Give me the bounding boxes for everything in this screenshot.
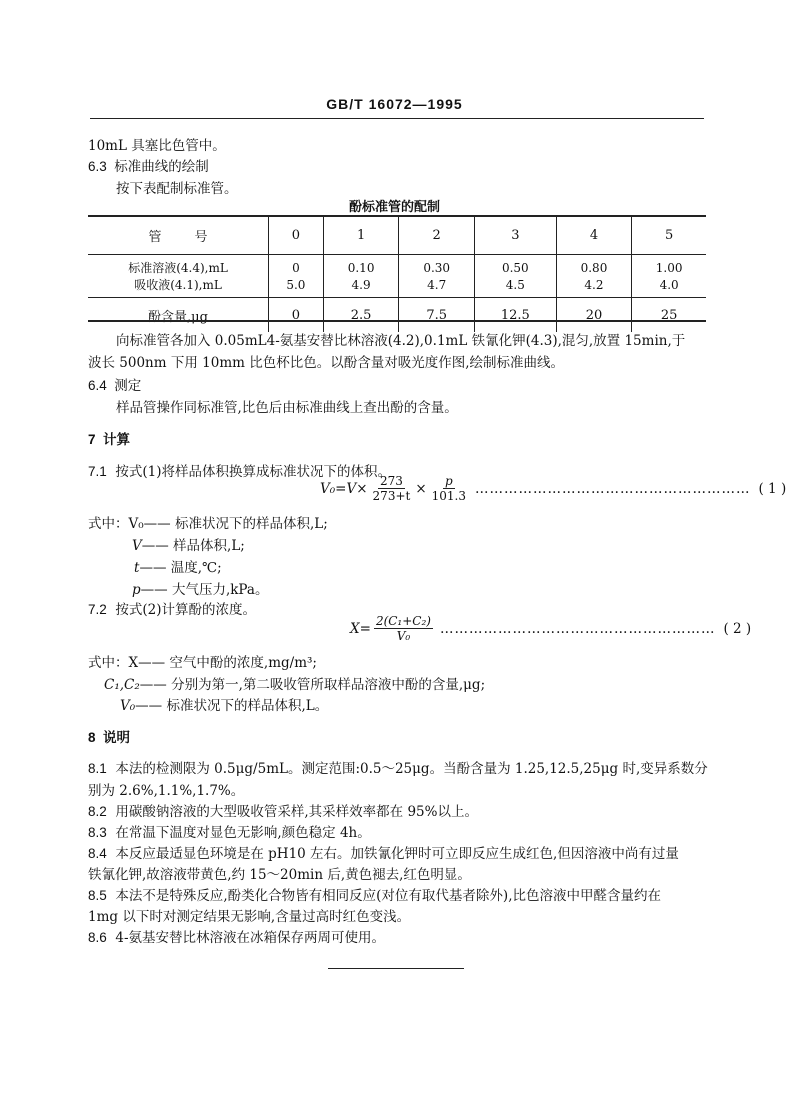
times-sign: × [415, 480, 427, 497]
table-title: 酚标准管的配制 [348, 200, 440, 215]
section-6-3-paragraph-line-1: 向标准管各加入 0.05mL4-氨基安替比林溶液(4.2),0.1mL 铁氰化钾(4.3),混匀,放置 15min,于 [116, 333, 686, 349]
note-text: 4-氨基安替比林溶液在冰箱保存两周可使用。 [115, 930, 386, 946]
where-symbol: 式中：V₀ [88, 516, 144, 532]
where-symbol: 式中：X [88, 655, 139, 671]
table-cell: 0 [269, 216, 324, 255]
note-8-3 [88, 821, 371, 841]
table-cell: 1.00 [632, 255, 706, 277]
table-cell: 0.50 [474, 255, 556, 277]
table-cell: 4.5 [474, 276, 556, 298]
continuation-text: 10mL 具塞比色管中。 [88, 138, 226, 154]
where-description: —— 标准状况下的样品体积,L。 [135, 698, 329, 714]
page-header: GB/T 16072—1995 [326, 96, 463, 112]
table-cell: 7.5 [399, 298, 475, 333]
where-item [104, 673, 485, 693]
note-text: 用碳酸钠溶液的大型吸收管采样,其采样效率都在 95%以上。 [115, 804, 478, 820]
fraction [374, 614, 433, 643]
section-number: 6.4 [88, 378, 107, 393]
note-8-4-line-1 [88, 842, 679, 862]
table-header-label: 管 号 [88, 216, 269, 255]
table-cell: 4.2 [556, 276, 632, 298]
table-cell: 5.0 [269, 276, 324, 298]
section-title: 测定 [114, 378, 142, 393]
section-title: 标准曲线的绘制 [114, 159, 209, 174]
where-symbol: V [132, 538, 142, 554]
note-text: 本法的检测限为 0.5μg/5mL。测定范围:0.5～25μg。当酚含量为 1.25,12.5,25μg 时,变异系数分 [115, 761, 708, 777]
fraction-denominator: V₀ [396, 629, 411, 643]
where-description: —— 分别为第一,第二吸收管所取样品溶液中酚的含量,μg; [139, 677, 486, 693]
note-8-6 [88, 926, 385, 946]
note-number: 8.1 [88, 761, 107, 776]
section-number: 7 [88, 432, 96, 447]
end-rule [328, 968, 464, 969]
where-description: —— 样品体积,L; [141, 538, 245, 554]
note-8-5-line-2: 1mg 以下时对测定结果无影响,含量过高时红色变浅。 [88, 909, 411, 925]
table-cell: 0.80 [556, 255, 632, 277]
where-item [134, 556, 222, 576]
formula-lhs: V₀=V× [320, 480, 368, 497]
fraction [371, 474, 413, 503]
note-8-5-line-1 [88, 884, 661, 904]
header-rule [90, 118, 704, 119]
note-8-1-line-1 [88, 757, 708, 777]
section-number: 6.3 [88, 159, 107, 174]
table-cell: 4.9 [323, 276, 399, 298]
row-label: 吸收液(4.1),mL [88, 276, 269, 298]
note-number: 8.2 [88, 804, 107, 819]
note-text: 在常温下温度对显色无影响,颜色稳定 4h。 [115, 825, 371, 841]
section-6-3-paragraph-line-2: 波长 500nm 下用 10mm 比色杯比色。以酚含量对吸光度作图,绘制标准曲线。 [88, 355, 564, 371]
where-symbol: p [132, 582, 141, 598]
fraction-denominator: 101.3 [431, 489, 466, 503]
section-8-heading [88, 726, 130, 746]
table-cell: 4.0 [632, 276, 706, 298]
where-item [132, 534, 245, 554]
table-cell: 0 [269, 255, 324, 277]
table-header-row [88, 216, 706, 255]
note-number: 8.4 [88, 846, 107, 861]
equation-number: ( 1 ) [758, 480, 787, 497]
note-number: 8.3 [88, 825, 107, 840]
table-cell: 0.30 [399, 255, 475, 277]
table-cell: 20 [556, 298, 632, 333]
table-cell: 2 [399, 216, 475, 255]
where-description: —— 标准状况下的样品体积,L; [143, 516, 328, 532]
section-number: 7.1 [88, 464, 107, 479]
section-6-4-heading [88, 374, 141, 394]
table-cell: 3 [474, 216, 556, 255]
table-cell: 0.10 [323, 255, 399, 277]
formula-1 [320, 474, 787, 503]
equation-number: ( 2 ) [723, 620, 752, 637]
table-cell: 0 [269, 298, 324, 333]
fraction-numerator: p [444, 474, 453, 488]
table-cell: 5 [632, 216, 706, 255]
section-number: 7.2 [88, 602, 107, 617]
table-cell: 25 [632, 298, 706, 333]
table-row [88, 276, 706, 298]
leader-dots: ………………………………………………… [475, 480, 751, 497]
table-cell: 4.7 [399, 276, 475, 298]
where-item [132, 578, 268, 598]
table-cell: 12.5 [474, 298, 556, 333]
table-cell: 1 [323, 216, 399, 255]
formula-lhs: X= [350, 620, 371, 637]
section-6-3-heading [88, 155, 209, 175]
note-number: 8.5 [88, 888, 107, 903]
section-title: 计算 [103, 432, 131, 447]
table-row [88, 298, 706, 333]
leader-dots: ………………………………………………… [439, 620, 716, 637]
where-symbol: V₀ [120, 698, 136, 714]
table-cell: 4 [556, 216, 632, 255]
where-description: —— 空气中酚的浓度,mg/m³; [138, 655, 317, 671]
where-symbol: t [134, 560, 140, 576]
section-text: 按式(2)计算酚的浓度。 [115, 602, 256, 618]
note-8-2 [88, 800, 478, 820]
where-item [88, 651, 317, 671]
where-item [120, 694, 328, 714]
fraction-denominator: 273+t [372, 489, 411, 503]
fraction-numerator: 273 [379, 474, 403, 488]
row-label: 酚含量,μg [148, 309, 208, 325]
fraction-numerator: 2(C₁+C₂) [375, 614, 431, 628]
section-6-4-text: 样品管操作同标准管,比色后由标准曲线上查出酚的含量。 [116, 400, 458, 416]
section-6-3-intro: 按下表配制标准管。 [116, 181, 238, 197]
section-title: 说明 [103, 730, 131, 745]
note-number: 8.6 [88, 930, 107, 945]
formula-2 [350, 614, 752, 643]
section-number: 8 [88, 730, 96, 745]
table-bottom-rule [88, 320, 706, 322]
note-8-4-line-2: 铁氰化钾,故溶液带黄色,约 15～20min 后,黄色褪去,红色明显。 [88, 867, 471, 883]
table-row [88, 255, 706, 277]
section-7-2 [88, 598, 256, 618]
fraction [430, 474, 468, 503]
section-7-heading [88, 428, 130, 448]
note-8-1-line-2: 别为 2.6%,1.1%,1.7%。 [88, 783, 245, 799]
standard-tube-table [88, 216, 706, 332]
where-description: —— 温度,℃; [139, 560, 222, 576]
where-description: —— 大气压力,kPa。 [140, 582, 269, 598]
table-cell: 2.5 [323, 298, 399, 333]
note-text: 本法不是特殊反应,酚类化合物皆有相同反应(对位有取代基者除外),比色溶液中甲醛含量约在 [115, 888, 661, 904]
section-text: 按式(1)将样品体积换算成标准状况下的体积。 [115, 464, 391, 480]
note-text: 本反应最适显色环境是在 pH10 左右。加铁氰化钾时可立即反应生成红色,但因溶液中尚有过量 [115, 846, 679, 862]
where-symbol: C₁,C₂ [104, 677, 140, 693]
where-item [88, 512, 328, 532]
row-label: 标准溶液(4.4),mL [128, 261, 228, 275]
